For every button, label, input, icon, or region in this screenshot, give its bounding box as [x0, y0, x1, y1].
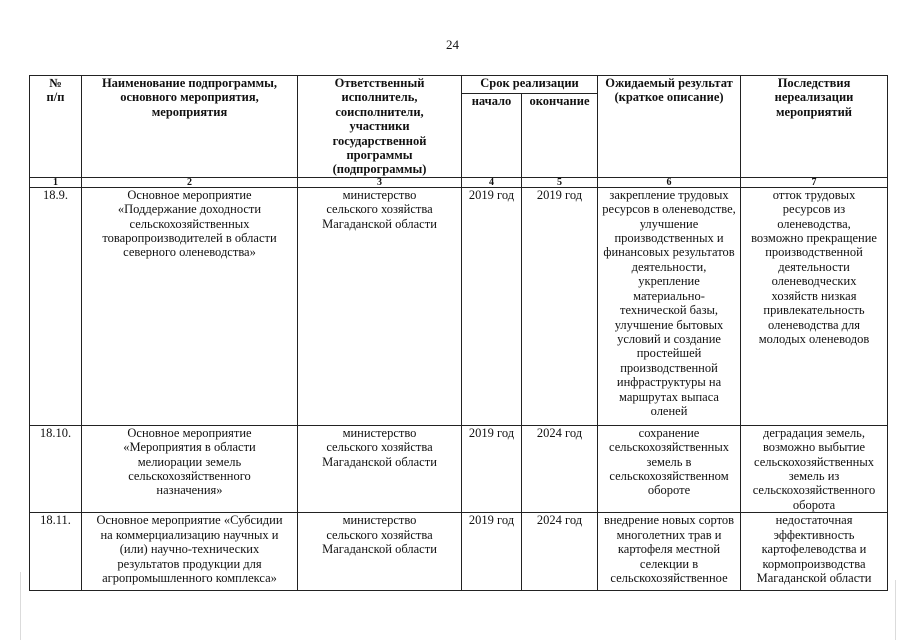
header-responsible: Ответственный исполнитель, соисполнители, участники государственной программы (подпрограммы)	[298, 76, 462, 178]
row-number: 18.11.	[30, 513, 82, 591]
row-start: 2019 год	[462, 513, 522, 591]
row-name: Основное мероприятие «Поддержание доходности сельскохозяйственных товаропроизводителей в области северного оленеводства»	[82, 187, 298, 425]
column-number: 6	[598, 177, 741, 187]
column-number: 2	[82, 177, 298, 187]
header-consequences: Последствия нереализации мероприятий	[741, 76, 888, 178]
header-result: Ожидаемый результат (краткое описание)	[598, 76, 741, 178]
table-row	[30, 187, 888, 425]
table-row	[30, 425, 888, 512]
table-row	[30, 513, 888, 591]
header-end: окончание	[522, 94, 598, 177]
row-result: закрепление трудовых ресурсов в оленеводстве, улучшение производственных и финансовых результатов деятельности, укрепление материально- технической базы, улучшение бытовых условий и создание простейшей производственной инфраструктуры на маршрутах выпаса оленей	[598, 187, 741, 425]
column-number: 7	[741, 177, 888, 187]
row-consequences: недостаточная эффективность картофелеводства и кормопроизводства Магаданской области	[741, 513, 888, 591]
row-consequences: деградация земель, возможно выбытие сельскохозяйственных земель из сельскохозяйственного оборота	[741, 425, 888, 512]
row-start: 2019 год	[462, 425, 522, 512]
row-consequences: отток трудовых ресурсов из оленеводства, возможно прекращение производственной деятельности оленеводческих хозяйств низкая привлекательность оленеводства для молодых оленеводов	[741, 187, 888, 425]
row-result: сохранение сельскохозяйственных земель в сельскохозяйственном обороте	[598, 425, 741, 512]
header-num: № п/п	[30, 76, 82, 178]
header-name: Наименование подпрограммы, основного мероприятия, мероприятия	[82, 76, 298, 178]
row-name: Основное мероприятие «Субсидии на коммерциализацию научных и (или) научно-технических результатов продукции для агропромышленного комплекса»	[82, 513, 298, 591]
column-number: 5	[522, 177, 598, 187]
column-number-row	[30, 177, 888, 187]
row-end: 2019 год	[522, 187, 598, 425]
column-number: 4	[462, 177, 522, 187]
row-responsible: министерство сельского хозяйства Магаданской области	[298, 425, 462, 512]
column-number: 3	[298, 177, 462, 187]
row-number: 18.9.	[30, 187, 82, 425]
row-responsible: министерство сельского хозяйства Магаданской области	[298, 513, 462, 591]
page-number: 24	[446, 37, 459, 52]
row-start: 2019 год	[462, 187, 522, 425]
column-number: 1	[30, 177, 82, 187]
program-table	[29, 75, 888, 591]
scan-edge-line	[895, 580, 896, 640]
row-responsible: министерство сельского хозяйства Магаданской области	[298, 187, 462, 425]
row-end: 2024 год	[522, 425, 598, 512]
row-name: Основное мероприятие «Мероприятия в области мелиорации земель сельскохозяйственного назначения»	[82, 425, 298, 512]
header-start: начало	[462, 94, 522, 177]
header-period: Срок реализации	[462, 76, 598, 94]
row-end: 2024 год	[522, 513, 598, 591]
row-result: внедрение новых сортов многолетних трав и картофеля местной селекции в сельскохозяйственное	[598, 513, 741, 591]
scan-edge-line	[20, 572, 21, 640]
row-number: 18.10.	[30, 425, 82, 512]
